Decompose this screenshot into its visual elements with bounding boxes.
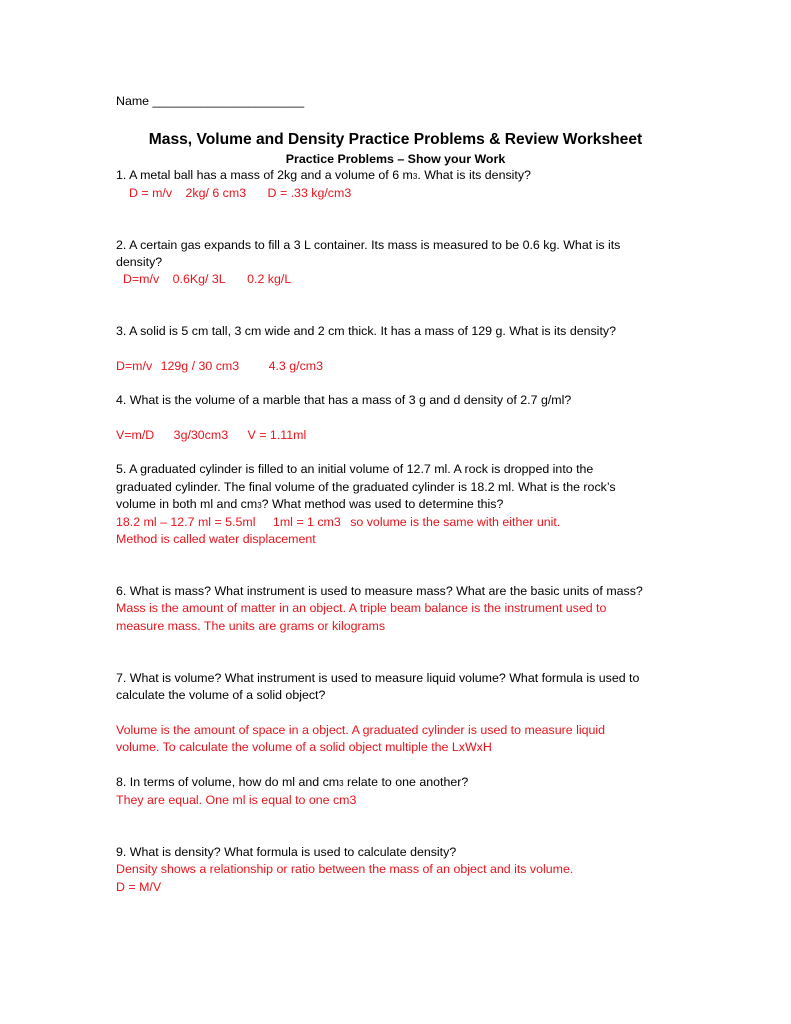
question-text: 8. In terms of volume, how do ml and cm [116, 775, 340, 789]
answer-5-line-1 [116, 514, 686, 532]
answer-9-line-1: Density shows a relationship or ratio between the mass of an object and its volume. [116, 862, 574, 876]
question-3: 3. A solid is 5 cm tall, 3 cm wide and 2 cm thick. It has a mass of 129 g. What is its density? [116, 324, 616, 338]
answer-5-line-2: Method is called water displacement [116, 532, 316, 546]
worksheet-subtitle: Practice Problems – Show your Work [285, 152, 506, 166]
answer-1 [129, 185, 699, 203]
worksheet-title: Mass, Volume and Density Practice Problems & Review Worksheet [148, 131, 643, 148]
answer-8: They are equal. One ml is equal to one cm3 [116, 793, 357, 807]
answer-part: so volume is the same with either unit. [350, 515, 561, 529]
subscript: 3 [412, 172, 418, 181]
answer-part: 0.2 kg/L [247, 272, 292, 286]
question-8 [116, 774, 686, 793]
answer-3 [116, 358, 686, 376]
answer-part: D=m/v [116, 359, 153, 373]
question-text: relate to one another? [343, 775, 469, 789]
question-9: 9. What is density? What formula is used to calculate density? [116, 845, 457, 859]
answer-6-line-2: measure mass. The units are grams or kilograms [116, 619, 386, 633]
answer-part: 129g / 30 cm3 [160, 359, 240, 373]
answer-part: 4.3 g/cm3 [268, 359, 324, 373]
question-text: 1. A metal ball has a mass of 2kg and a volume of 6 m [116, 168, 413, 182]
answer-part: D = m/v [129, 186, 173, 200]
question-7-line-2: calculate the volume of a solid object? [116, 688, 326, 702]
answer-7-line-2: volume. To calculate the volume of a solid object multiple the LxWxH [116, 740, 492, 754]
answer-2 [123, 271, 693, 289]
answer-part: 3g/30cm3 [173, 428, 229, 442]
answer-7-line-1: Volume is the amount of space in a object. A graduated cylinder is used to measure liquid [116, 723, 606, 737]
subscript: 3 [257, 501, 262, 510]
question-5-line-3 [116, 496, 686, 515]
question-2-line-1: 2. A certain gas expands to fill a 3 L container. Its mass is measured to be 0.6 kg. What is its [116, 238, 621, 252]
answer-4 [116, 427, 686, 445]
subscript: 3 [339, 779, 344, 788]
name-label: Name [116, 94, 150, 108]
question-text: . What is its density? [417, 168, 531, 182]
name-blank: ______________________ [152, 94, 305, 108]
question-5-line-1: 5. A graduated cylinder is filled to an initial volume of 12.7 ml. A rock is dropped into the [116, 462, 594, 476]
answer-9-line-2: D = M/V [116, 880, 162, 894]
question-text: volume in both ml and cm [116, 497, 258, 511]
question-5-line-2: graduated cylinder. The final volume of the graduated cylinder is 18.2 ml. What is the rock’s [116, 480, 616, 494]
answer-part: V = 1.11ml [247, 428, 307, 442]
question-text: ? What method was used to determine this? [261, 497, 504, 511]
answer-part: D = .33 kg/cm3 [267, 186, 352, 200]
answer-part: V=m/D [116, 428, 155, 442]
question-1 [116, 167, 686, 186]
answer-part: 18.2 ml – 12.7 ml = 5.5ml [116, 515, 256, 529]
answer-part: 0.6Kg/ 3L [172, 272, 226, 286]
answer-part: D=m/v [123, 272, 160, 286]
answer-part: 1ml = 1 cm3 [272, 515, 341, 529]
answer-part: 2kg/ 6 cm3 [185, 186, 247, 200]
name-field [116, 93, 686, 111]
question-7-line-1: 7. What is volume? What instrument is used to measure liquid volume? What formula is used to [116, 671, 640, 685]
answer-6-line-1: Mass is the amount of matter in an object. A triple beam balance is the instrument used to [116, 601, 607, 615]
question-2-line-2: density? [116, 255, 163, 269]
question-6: 6. What is mass? What instrument is used to measure mass? What are the basic units of mass? [116, 584, 643, 598]
question-4: 4. What is the volume of a marble that has a mass of 3 g and d density of 2.7 g/ml? [116, 393, 572, 407]
